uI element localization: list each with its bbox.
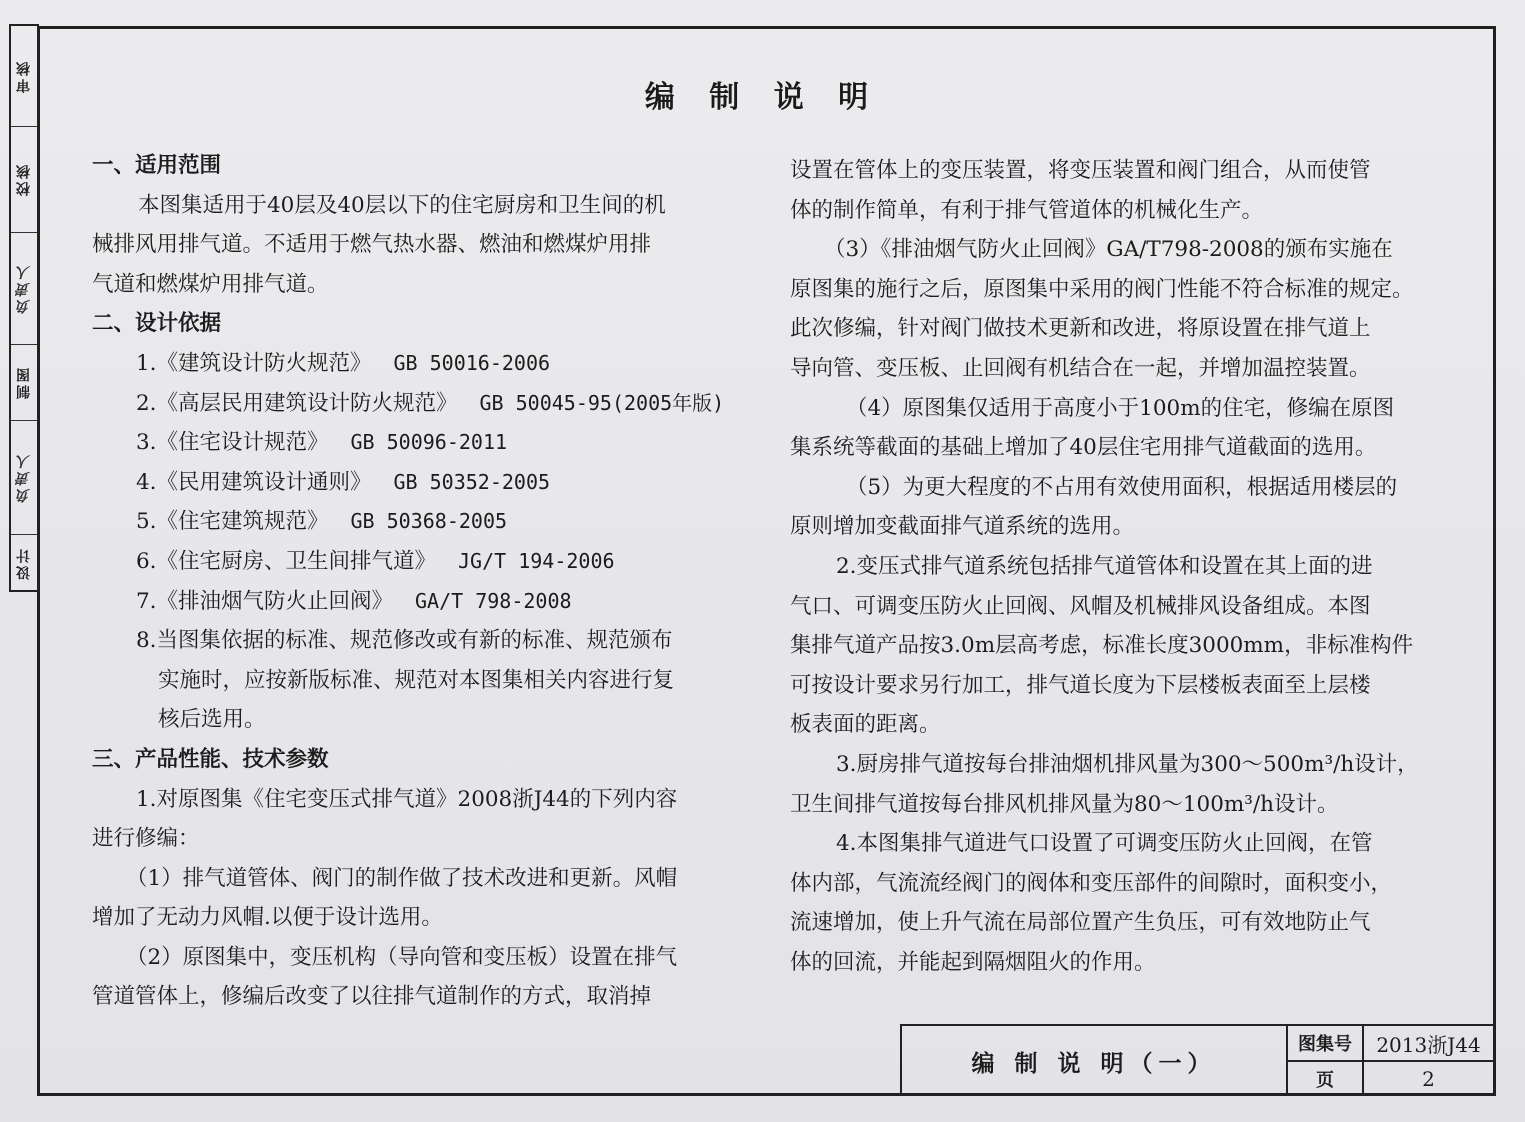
- line-text: 本图集适用于40层及40层以下的住宅厨房和卫生间的机: [138, 192, 666, 218]
- line-text: 核后选用。: [158, 707, 266, 733]
- section-heading: [92, 740, 752, 780]
- atlas-number-label: 图集号: [1288, 1026, 1364, 1062]
- text-line: [790, 785, 1460, 825]
- left-text-column: [92, 146, 752, 1017]
- text-line: [92, 859, 752, 899]
- line-text: 进行修编：: [92, 826, 200, 852]
- text-line: [92, 977, 752, 1017]
- line-text: 流速增加，使上升气流在局部位置产生负压，可有效地防止气: [790, 910, 1371, 936]
- line-text: 集系统等截面的基础上增加了40层住宅用排气道截面的选用。: [790, 435, 1377, 461]
- strip-cell-design: 设计: [16, 546, 32, 580]
- line-text: 4.《民用建筑设计通则》: [136, 469, 372, 495]
- line-text: 导向管、变压板、止回阀有机结合在一起，并增加温控装置。: [790, 355, 1371, 381]
- line-text: 二、设计依据: [92, 311, 222, 337]
- strip-cell-check: 校核: [11, 126, 37, 233]
- standard-code: GB 50352-2005: [393, 469, 551, 494]
- standard-code: GB 50016-2006: [393, 350, 551, 375]
- line-text: 械排风用排气道。不适用于燃气热水器、燃油和燃煤炉用排: [92, 232, 652, 258]
- line-text: 原则增加变截面排气道系统的选用。: [790, 514, 1135, 540]
- text-line: [790, 468, 1460, 508]
- text-line: [790, 824, 1460, 864]
- line-text: 管道管体上，修编后改变了以往排气道制作的方式，取消掉: [92, 984, 652, 1010]
- line-text: 板表面的距离。: [790, 712, 941, 738]
- text-line: [790, 626, 1460, 666]
- text-line: [790, 547, 1460, 587]
- line-text: 气道和燃煤炉用排气道。: [92, 271, 329, 297]
- text-line: [790, 507, 1460, 547]
- line-text: 实施时，应按新版标准、规范对本图集相关内容进行复: [158, 667, 675, 693]
- text-line: [92, 265, 752, 305]
- line-text: 2.变压式排气道系统包括排气道管体和设置在其上面的进: [836, 553, 1373, 579]
- text-line: [790, 864, 1460, 904]
- standard-code: GB 50096-2011: [350, 430, 508, 455]
- line-text: 7.《排油烟气防火止回阀》: [136, 588, 394, 614]
- line-text: 1.《建筑设计防火规范》: [136, 350, 372, 376]
- text-line: [790, 428, 1460, 468]
- line-text: 2.《高层民用建筑设计防火规范》: [136, 390, 458, 416]
- text-line: [92, 384, 752, 424]
- text-line: [790, 309, 1460, 349]
- standard-code: GA/T 798-2008: [415, 588, 572, 613]
- line-text: 增加了无动力风帽.以便于设计选用。: [92, 905, 443, 931]
- text-line: [92, 225, 752, 265]
- page-label: 页: [1288, 1062, 1364, 1096]
- line-text: 4.本图集排气道进气口设置了可调变压防火止回阀，在管: [836, 831, 1373, 857]
- line-text: 设置在管体上的变压装置，将变压装置和阀门组合，从而使管: [790, 158, 1371, 183]
- text-line: [790, 745, 1460, 785]
- line-text: 体的回流，并能起到隔烟阻火的作用。: [790, 949, 1156, 975]
- text-line: [92, 938, 752, 978]
- standard-code: JG/T 194-2006: [458, 548, 615, 573]
- line-text: （4）原图集仅适用于高度小于100m的住宅，修编在原图: [846, 395, 1395, 421]
- text-line: [92, 542, 752, 582]
- line-text: 8.当图集依据的标准、规范修改或有新的标准、规范颁布: [136, 628, 673, 654]
- text-line: [790, 666, 1460, 706]
- page-title: 编 制 说 明: [644, 80, 881, 115]
- text-line: [92, 700, 752, 740]
- line-text: 气口、可调变压防火止回阀、风帽及机械排风设备组成。本图: [790, 593, 1371, 619]
- line-text: 3.厨房排气道按每台排油烟机排风量为300～500m³/h设计，: [836, 751, 1419, 777]
- standard-code: GB 50368-2005: [350, 509, 508, 534]
- text-line: [92, 502, 752, 542]
- text-line: [92, 621, 752, 661]
- line-text: 5.《住宅建筑规范》: [136, 509, 329, 535]
- text-line: [790, 349, 1460, 389]
- line-text: 可按设计要求另行加工，排气道长度为下层楼板表面至上层楼: [790, 672, 1371, 698]
- text-line: [92, 582, 752, 622]
- title-block: [900, 1024, 1493, 1096]
- text-line: [92, 898, 752, 938]
- text-line: [92, 463, 752, 503]
- line-text: 体的制作简单，有利于排气管道体的机械化生产。: [790, 197, 1264, 223]
- text-line: [92, 819, 752, 859]
- text-line: [790, 151, 1460, 191]
- right-text-column: [790, 151, 1460, 982]
- standard-code: GB 50045-95(2005年版): [479, 390, 725, 415]
- strip-cell-review: 审核: [11, 26, 37, 127]
- line-text: 1.对原图集《住宅变压式排气道》2008浙J44的下列内容: [136, 786, 678, 812]
- line-text: 集排气道产品按3.0m层高考虑，标准长度3000mm，非标准构件: [790, 633, 1414, 659]
- section-heading: [92, 146, 752, 186]
- text-line: [790, 230, 1460, 270]
- line-text: 原图集的施行之后，原图集中采用的阀门性能不符合标准的规定。: [790, 276, 1414, 302]
- line-text: （3）《排油烟气防火止回阀》GA/T798-2008的颁布实施在: [824, 237, 1393, 263]
- text-line: [92, 344, 752, 384]
- atlas-number: 2013浙J44: [1364, 1026, 1493, 1062]
- strip-cell-drawing: 制图: [11, 344, 37, 421]
- text-line: [92, 423, 752, 463]
- line-text: 三、产品性能、技术参数: [92, 746, 329, 772]
- text-line: [92, 661, 752, 701]
- strip-cell-responsible-2: 负责人: [11, 420, 37, 535]
- text-line: [790, 705, 1460, 745]
- text-line: [790, 943, 1460, 983]
- line-text: 此次修编，针对阀门做技术更新和改进，将原设置在排气道上: [790, 316, 1371, 342]
- text-line: [92, 186, 752, 226]
- line-text: 卫生间排气道按每台排风机排风量为80～100m³/h设计。: [790, 791, 1339, 817]
- text-line: [790, 191, 1460, 231]
- text-line: [790, 270, 1460, 310]
- page-number: 2: [1422, 1067, 1435, 1091]
- line-text: 体内部，气流流经阀门的阀体和变压部件的间隙时，面积变小，: [790, 870, 1393, 896]
- text-line: [790, 587, 1460, 627]
- line-text: 3.《住宅设计规范》: [136, 430, 329, 456]
- line-text: （1）排气道管体、阀门的制作做了技术改进和更新。风帽: [126, 865, 678, 891]
- line-text: 一、适用范围: [92, 153, 222, 178]
- line-text: （2）原图集中，变压机构（导向管和变压板）设置在排气: [126, 944, 678, 970]
- line-text: （5）为更大程度的不占用有效使用面积，根据适用楼层的: [846, 474, 1398, 500]
- section-heading: [92, 304, 752, 344]
- text-line: [790, 903, 1460, 943]
- text-line: [790, 389, 1460, 429]
- line-text: 6.《住宅厨房、卫生间排气道》: [136, 548, 437, 574]
- drawing-name: 编 制 说 明（一）: [902, 1026, 1288, 1096]
- text-line: [92, 780, 752, 820]
- strip-cell-responsible-1: 负责人: [11, 232, 37, 345]
